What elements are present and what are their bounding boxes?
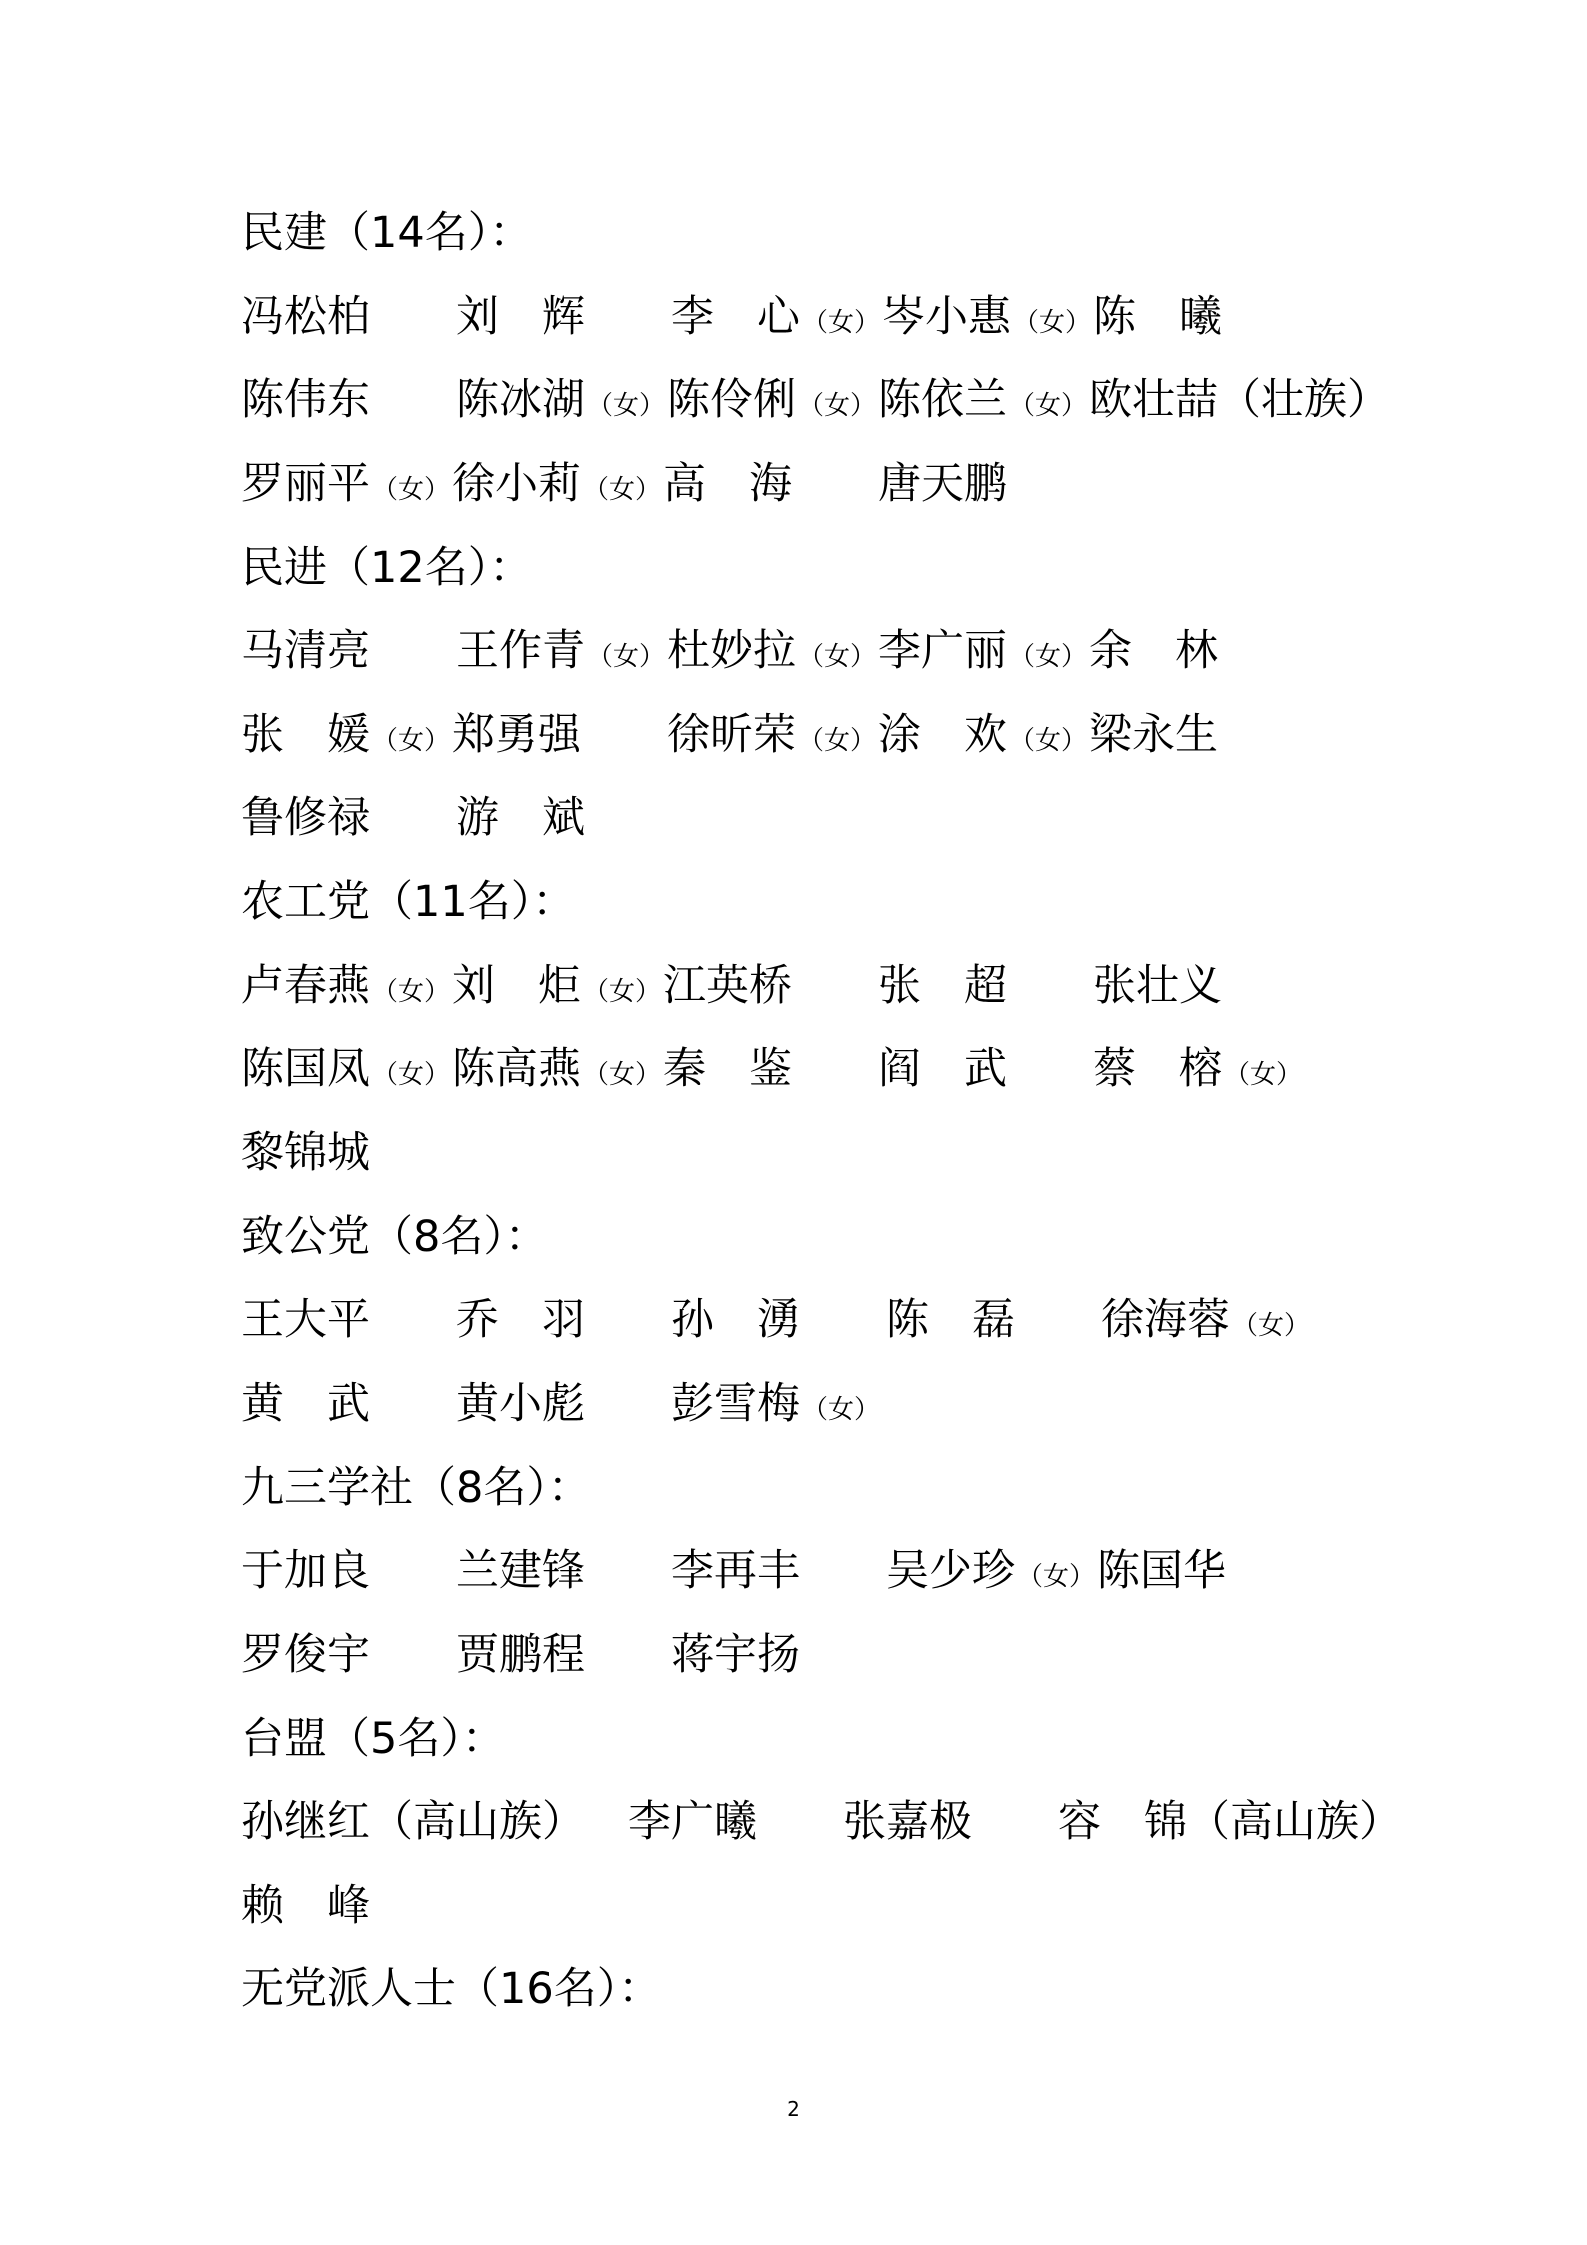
group-heading: 农工党（11名）： (241, 877, 576, 928)
member-name: 彭雪梅 (671, 1378, 800, 1429)
member-entry (886, 1530, 1097, 1614)
member-name: 蔡 榕 (1093, 1044, 1222, 1095)
member-name: 郑勇强 (452, 709, 581, 760)
group-heading: 民建（14名）： (241, 208, 533, 258)
member-name: 贾鹏程 (456, 1629, 585, 1680)
member-entry (241, 1028, 452, 1112)
member-row (241, 1614, 1501, 1698)
member-name: 张嘉极 (843, 1797, 972, 1848)
member-name: 容 锦 (1058, 1797, 1187, 1848)
member-entry (241, 359, 370, 443)
member-entry (456, 610, 667, 694)
member-entry (878, 443, 1007, 527)
member-entry (452, 443, 663, 527)
member-row (241, 1363, 1501, 1447)
gender-note: （女） (582, 976, 661, 1007)
member-name: 马清亮 (241, 626, 370, 677)
member-name: 鲁修禄 (241, 793, 370, 844)
member-name: 冯松柏 (241, 291, 370, 342)
member-name: 阎 武 (878, 1044, 1007, 1095)
member-entry (456, 1363, 585, 1447)
group-heading: 无党派人士（16名）： (241, 1964, 662, 2015)
member-name: 李广曦 (628, 1797, 757, 1848)
member-name: 陈国凤 (241, 1044, 370, 1095)
member-entry (1101, 1279, 1312, 1363)
member-name: 罗丽平 (241, 458, 370, 509)
member-name: 陈依兰 (878, 375, 1007, 426)
member-name: 陈伟东 (241, 375, 370, 426)
member-name: 陈 曦 (1093, 291, 1222, 342)
gender-note: （女） (1008, 642, 1087, 673)
member-entry (886, 1279, 1015, 1363)
member-entry (1089, 694, 1218, 778)
member-entry (241, 1279, 370, 1363)
member-row (241, 1781, 1501, 1865)
gender-note: （女） (797, 391, 876, 422)
member-entry (663, 945, 792, 1029)
member-name: 徐昕荣 (667, 709, 796, 760)
member-entry (452, 694, 581, 778)
member-name: 梁永生 (1089, 709, 1218, 760)
member-name: 刘 炬 (452, 960, 581, 1011)
member-name: 黄小彪 (456, 1378, 585, 1429)
member-name: 陈冰湖 (456, 375, 585, 426)
member-entry (671, 1279, 800, 1363)
group-heading: 致公党（8名）： (241, 1211, 548, 1262)
gender-note: （女） (1223, 1060, 1302, 1091)
member-name: 陈国华 (1097, 1546, 1226, 1597)
member-entry (1093, 945, 1222, 1029)
ethnicity-note: （高山族） (1187, 1797, 1402, 1848)
member-row (241, 777, 1501, 861)
member-name: 游 斌 (456, 793, 585, 844)
member-name: 徐小莉 (452, 458, 581, 509)
member-name: 吴少珍 (886, 1546, 1015, 1597)
member-name: 赖 峰 (241, 1880, 370, 1931)
member-name: 于加良 (241, 1546, 370, 1597)
member-name: 陈伶俐 (667, 375, 796, 426)
member-entry (241, 1112, 370, 1196)
member-entry (241, 1865, 370, 1949)
member-name: 唐天鹏 (878, 458, 1007, 509)
member-name: 孙继红 (241, 1797, 370, 1848)
member-entry (456, 1279, 585, 1363)
member-entry (671, 1614, 800, 1698)
member-entry (878, 1028, 1007, 1112)
member-row (241, 610, 1501, 694)
member-entry (241, 443, 452, 527)
member-name: 徐海蓉 (1101, 1295, 1230, 1346)
gender-note: （女） (586, 642, 665, 673)
member-name: 杜妙拉 (667, 626, 796, 677)
member-row (241, 1279, 1501, 1363)
member-row (241, 694, 1501, 778)
member-name: 余 林 (1089, 626, 1218, 677)
member-entry (241, 777, 370, 861)
gender-note: （女） (586, 391, 665, 422)
gender-note: （女） (1231, 1311, 1310, 1342)
member-entry (671, 1530, 800, 1614)
gender-note: （女） (797, 725, 876, 756)
member-name: 黄 武 (241, 1378, 370, 1429)
member-entry (878, 945, 1007, 1029)
member-entry (241, 1530, 370, 1614)
group-heading: 民进（12名）： (241, 542, 533, 593)
gender-note: （女） (582, 1060, 661, 1091)
member-name: 涂 欢 (878, 709, 1007, 760)
member-name: 罗俊宇 (241, 1629, 370, 1680)
member-name: 秦 鉴 (663, 1044, 792, 1095)
member-entry (663, 1028, 792, 1112)
member-name: 兰建锋 (456, 1546, 585, 1597)
member-name: 陈 磊 (886, 1295, 1015, 1346)
member-row (241, 1530, 1501, 1614)
gender-note: （女） (801, 307, 880, 338)
member-entry (456, 1530, 585, 1614)
member-name: 乔 羽 (456, 1295, 585, 1346)
member-entry (456, 777, 585, 861)
member-entry (452, 1028, 663, 1112)
member-entry (452, 945, 663, 1029)
member-entry (671, 1363, 882, 1447)
member-entry (1093, 276, 1222, 360)
member-entry (241, 610, 370, 694)
member-entry (843, 1781, 972, 1865)
member-row (241, 276, 1501, 360)
gender-note: （女） (1016, 1562, 1095, 1593)
member-entry (456, 359, 667, 443)
member-name: 岑小惠 (882, 291, 1011, 342)
member-entry (241, 1614, 370, 1698)
member-entry (241, 1781, 585, 1865)
member-name: 李广丽 (878, 626, 1007, 677)
member-entry (663, 443, 792, 527)
member-entry (1089, 610, 1218, 694)
member-name: 高 海 (663, 458, 792, 509)
member-entry (667, 610, 878, 694)
gender-note: （女） (1008, 725, 1087, 756)
gender-note: （女） (797, 642, 876, 673)
member-name: 卢春燕 (241, 960, 370, 1011)
group-heading: 九三学社（8名）： (241, 1462, 591, 1513)
member-entry (456, 276, 585, 360)
gender-note: （女） (582, 474, 661, 505)
member-name: 张壮义 (1093, 960, 1222, 1011)
member-row (241, 1028, 1501, 1112)
ethnicity-note: （壮族） (1218, 375, 1390, 426)
member-name: 李 心 (671, 291, 800, 342)
member-entry (241, 276, 370, 360)
member-entry (1058, 1781, 1402, 1865)
member-entry (667, 694, 878, 778)
member-entry (667, 359, 878, 443)
member-name: 欧壮喆 (1089, 375, 1218, 426)
member-name: 刘 辉 (456, 291, 585, 342)
gender-note: （女） (371, 1060, 450, 1091)
member-name: 王作青 (456, 626, 585, 677)
member-entry (1097, 1530, 1226, 1614)
member-entry (456, 1614, 585, 1698)
member-entry (628, 1781, 757, 1865)
member-name: 李再丰 (671, 1546, 800, 1597)
member-entry (878, 359, 1089, 443)
member-row (241, 945, 1501, 1029)
gender-note: （女） (371, 976, 450, 1007)
gender-note: （女） (1008, 391, 1087, 422)
member-name: 孙 湧 (671, 1295, 800, 1346)
member-row (241, 359, 1501, 443)
member-name: 蒋宇扬 (671, 1629, 800, 1680)
member-row (241, 1112, 1501, 1196)
member-name: 陈高燕 (452, 1044, 581, 1095)
member-name: 张 超 (878, 960, 1007, 1011)
gender-note: （女） (371, 474, 450, 505)
member-name: 江英桥 (663, 960, 792, 1011)
member-entry (1089, 359, 1390, 443)
member-entry (878, 610, 1089, 694)
member-name: 黎锦城 (241, 1128, 370, 1179)
member-entry (878, 694, 1089, 778)
page-number: 2 (787, 2097, 800, 2121)
member-list (241, 192, 1501, 2032)
member-row (241, 1865, 1501, 1949)
member-entry (882, 276, 1093, 360)
gender-note: （女） (1012, 307, 1091, 338)
ethnicity-note: （高山族） (370, 1797, 585, 1848)
gender-note: （女） (801, 1394, 880, 1425)
member-entry (671, 276, 882, 360)
member-name: 王大平 (241, 1295, 370, 1346)
member-name: 张 媛 (241, 709, 370, 760)
group-heading: 台盟（5名）： (241, 1713, 505, 1764)
member-entry (1093, 1028, 1304, 1112)
member-entry (241, 694, 452, 778)
gender-note: （女） (371, 725, 450, 756)
member-entry (241, 1363, 370, 1447)
member-row (241, 443, 1501, 527)
member-entry (241, 945, 452, 1029)
